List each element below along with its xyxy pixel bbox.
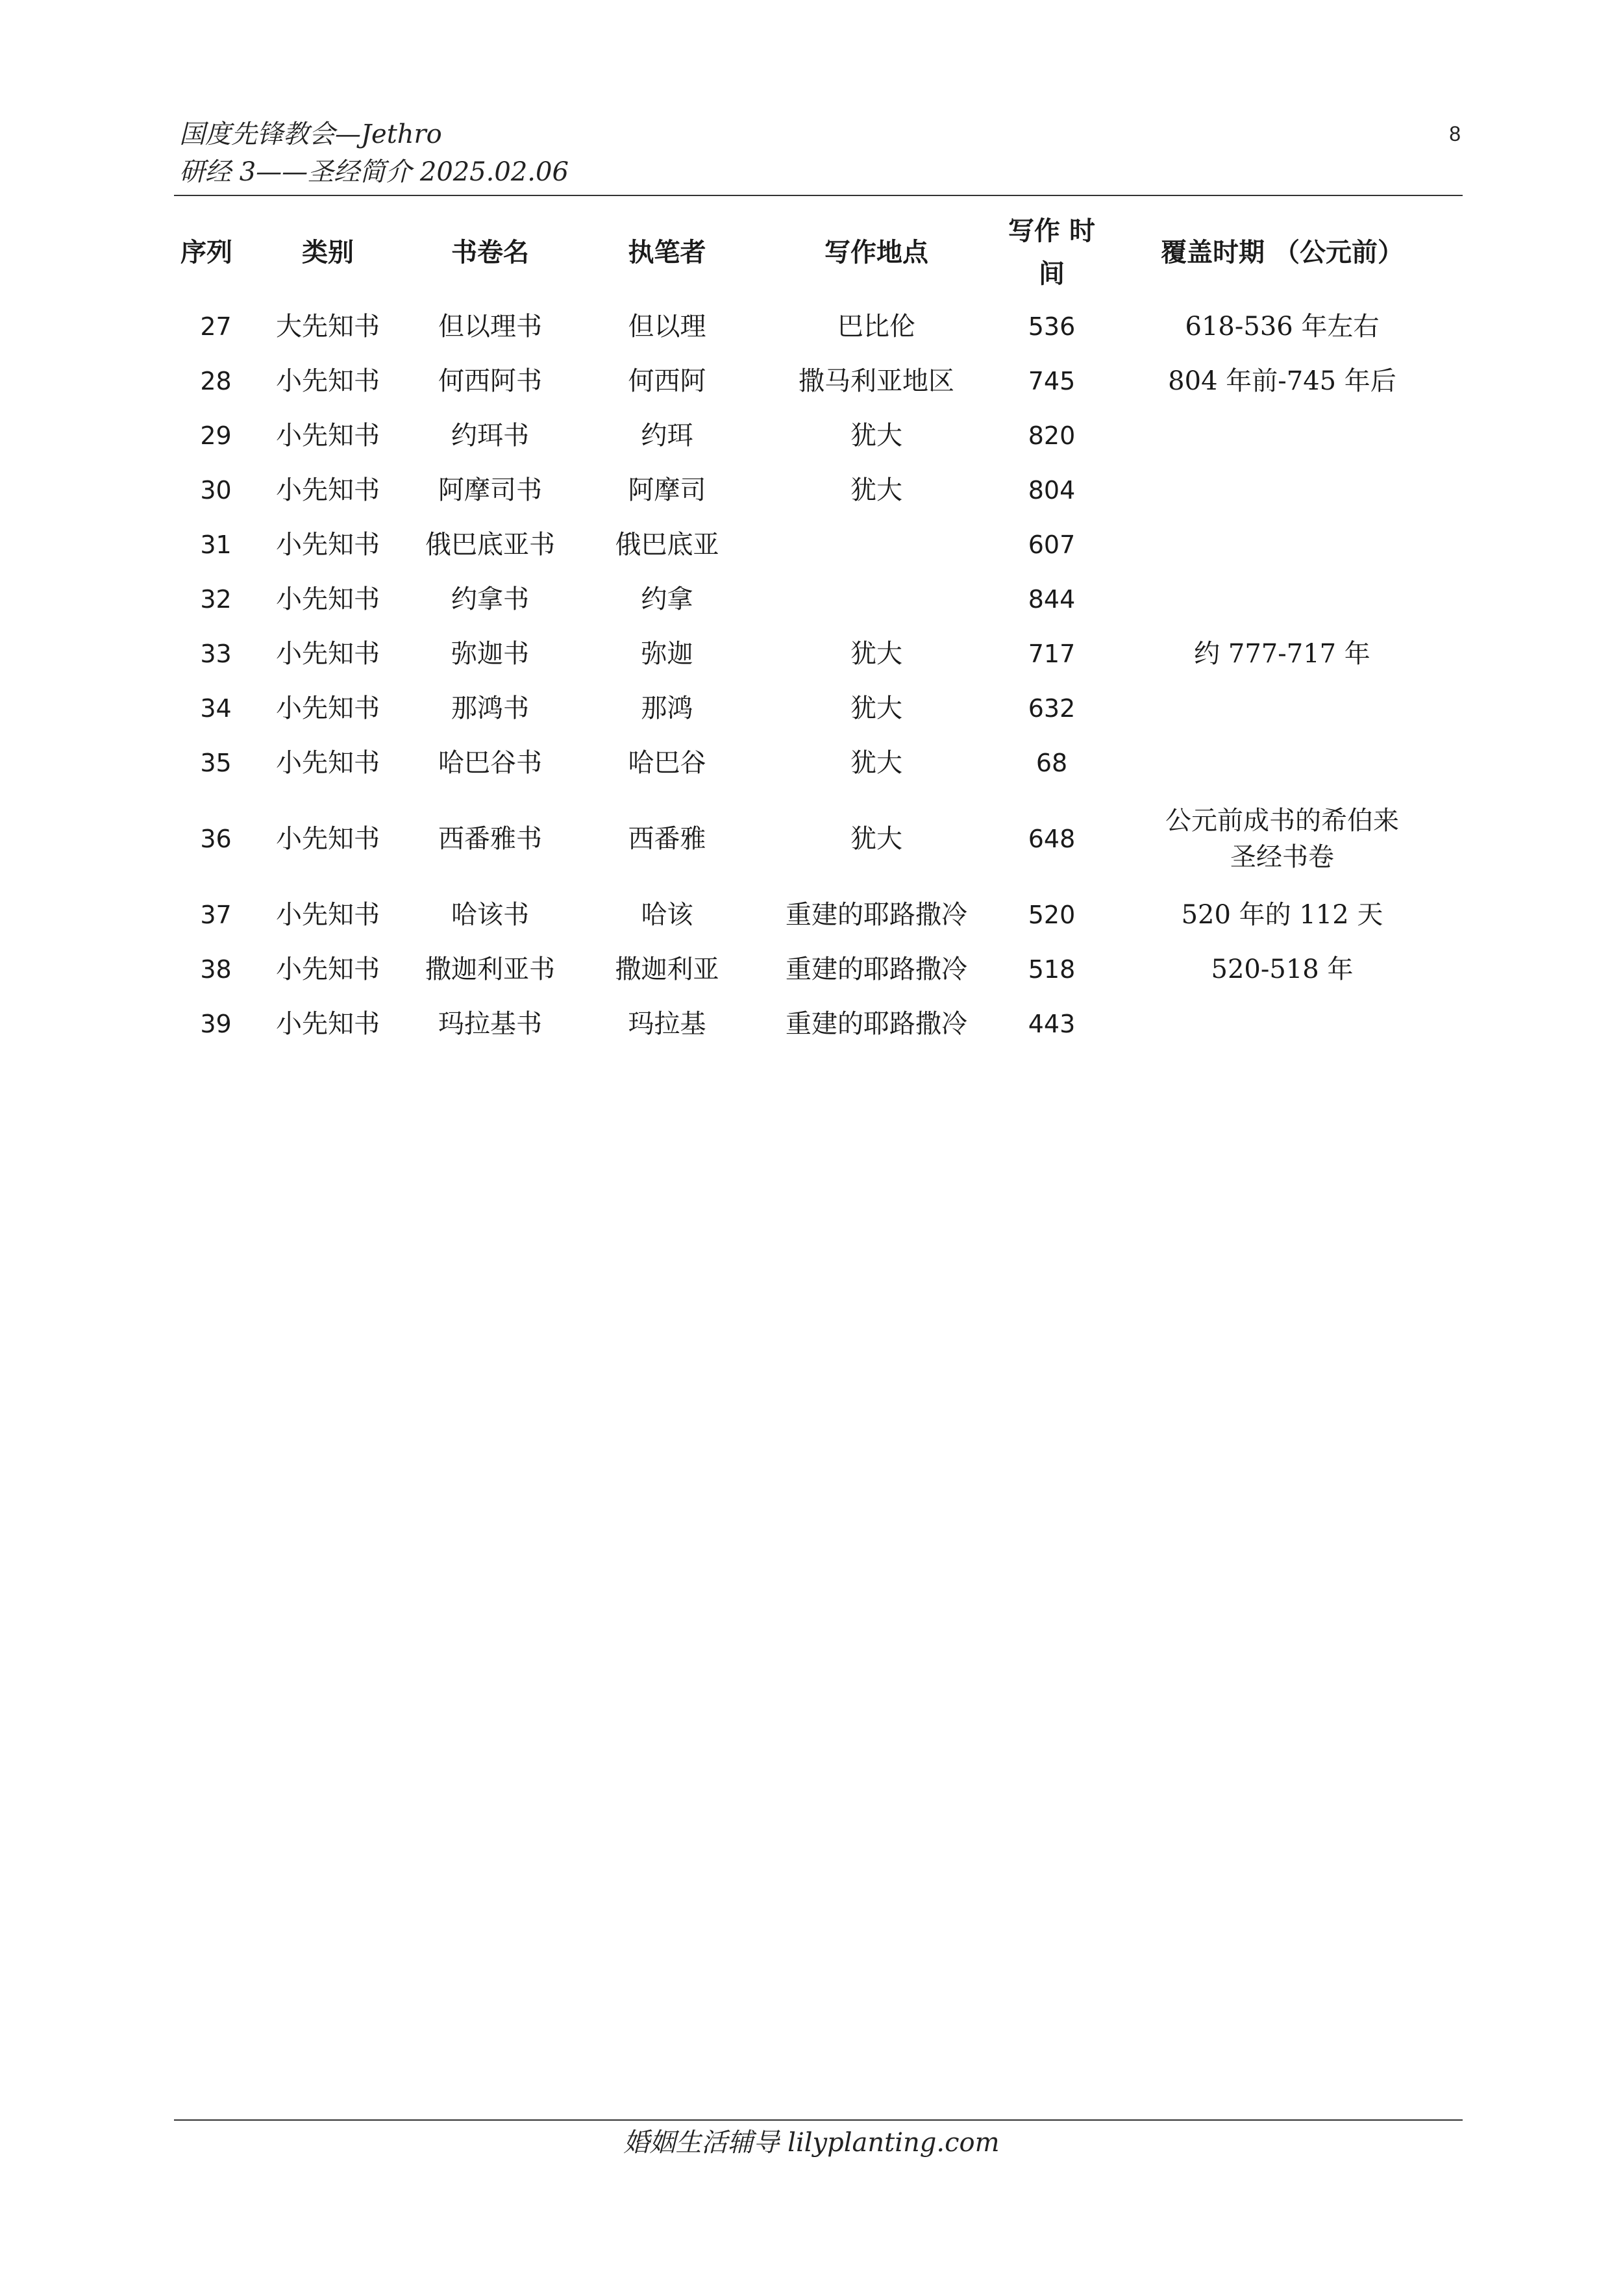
cell-place: 重建的耶路撒冷	[786, 955, 967, 984]
cell-author: 但以理	[628, 312, 706, 342]
cell-book: 撒迦利亚书	[425, 955, 555, 984]
cell-period	[1104, 997, 1461, 1051]
cell-seq: 35	[200, 749, 232, 777]
cell-category: 小先知书	[276, 693, 380, 723]
cell-time: 717	[1028, 640, 1076, 668]
cell-period	[1104, 790, 1461, 888]
cell-period: 520-518 年	[1211, 955, 1354, 984]
cell-book: 哈该书	[451, 900, 529, 930]
table-row	[175, 942, 1461, 997]
cell-place: 撒马利亚地区	[799, 366, 954, 396]
cell-period	[1104, 463, 1461, 518]
cell-seq: 38	[200, 955, 232, 984]
cell-period	[1104, 736, 1461, 790]
cell-period	[1104, 518, 1461, 572]
cell-book: 哈巴谷书	[438, 748, 542, 778]
cell-period: 520 年的 112 天	[1181, 900, 1383, 930]
table-row	[175, 736, 1461, 790]
cell-seq: 29	[200, 421, 232, 450]
cell-book: 俄巴底亚书	[425, 530, 555, 560]
header-period-line1: 覆盖时期	[1161, 237, 1265, 268]
header-place: 写作地点	[824, 237, 928, 268]
cell-book: 阿摩司书	[438, 475, 542, 505]
cell-category: 小先知书	[276, 421, 380, 451]
cell-author: 撒迦利亚	[615, 955, 719, 984]
books-table	[175, 205, 1461, 1051]
cell-book: 但以理书	[438, 312, 542, 342]
cell-time: 820	[1028, 421, 1076, 450]
table-row	[175, 518, 1461, 572]
cell-author: 哈巴谷	[628, 748, 706, 778]
cell-category: 小先知书	[276, 900, 380, 930]
cell-place: 重建的耶路撒冷	[786, 1009, 967, 1039]
cell-book: 西番雅书	[438, 824, 542, 854]
cell-author: 阿摩司	[628, 475, 706, 505]
cell-time: 68	[1035, 749, 1068, 777]
cell-place: 重建的耶路撒冷	[786, 900, 967, 930]
header-time-line2: 时间	[1039, 216, 1095, 289]
cell-place	[753, 518, 1000, 572]
cell-book: 约珥书	[451, 421, 529, 451]
table-row	[175, 463, 1461, 518]
cell-place: 犹大	[850, 475, 902, 505]
header-period	[1104, 205, 1461, 299]
table-header-row	[175, 205, 1461, 299]
table-row	[175, 354, 1461, 408]
cell-time: 844	[1028, 585, 1076, 614]
cell-period	[1104, 572, 1461, 627]
cell-author: 西番雅	[628, 824, 706, 854]
cell-period-line2: 圣经书卷	[1230, 842, 1334, 872]
cell-seq: 39	[200, 1010, 232, 1038]
table-row	[175, 888, 1461, 942]
cell-author: 那鸿	[641, 693, 693, 723]
header-book: 书卷名	[451, 237, 529, 268]
footer-divider	[174, 2119, 1463, 2121]
cell-seq: 30	[200, 476, 232, 505]
cell-category: 小先知书	[276, 366, 380, 396]
header-seq: 序列	[180, 237, 232, 268]
header-church-title: 国度先锋教会—Jethro	[179, 119, 442, 149]
cell-author: 何西阿	[628, 366, 706, 396]
cell-category: 小先知书	[276, 584, 380, 614]
cell-time: 745	[1028, 367, 1076, 395]
cell-time: 443	[1028, 1010, 1076, 1038]
cell-place: 犹大	[850, 421, 902, 451]
cell-place: 犹大	[850, 748, 902, 778]
page-header	[179, 116, 1465, 191]
cell-place	[753, 572, 1000, 627]
table-row	[175, 408, 1461, 463]
table-row	[175, 627, 1461, 681]
header-divider	[174, 195, 1463, 196]
cell-place: 犹大	[850, 639, 902, 669]
cell-time: 632	[1028, 694, 1076, 723]
cell-seq: 28	[200, 367, 232, 395]
header-period-line2: （公元前）	[1273, 237, 1404, 268]
cell-seq: 34	[200, 694, 232, 723]
cell-place: 犹大	[850, 693, 902, 723]
page-footer: 婚姻生活辅导 lilyplanting.com	[623, 2128, 1000, 2158]
header-time	[1000, 205, 1104, 299]
cell-place: 犹大	[850, 824, 902, 854]
table-row	[175, 299, 1461, 354]
cell-author: 约拿	[641, 584, 693, 614]
page-number: 8	[1449, 122, 1461, 145]
table-row	[175, 681, 1461, 736]
header-study-title: 研经 3——圣经简介 2025.02.06	[179, 157, 569, 187]
cell-book: 那鸿书	[451, 693, 529, 723]
cell-category: 小先知书	[276, 1009, 380, 1039]
cell-book: 玛拉基书	[438, 1009, 542, 1039]
cell-period: 618-536 年左右	[1185, 312, 1380, 342]
cell-seq: 37	[200, 901, 232, 929]
cell-book: 弥迦书	[451, 639, 529, 669]
cell-period: 约 777-717 年	[1194, 639, 1370, 669]
cell-time: 804	[1028, 476, 1076, 505]
header-category: 类别	[302, 237, 354, 268]
cell-category: 小先知书	[276, 824, 380, 854]
cell-author: 哈该	[641, 900, 693, 930]
cell-seq: 32	[200, 585, 232, 614]
table-row	[175, 997, 1461, 1051]
cell-time: 518	[1028, 955, 1076, 984]
cell-category: 小先知书	[276, 475, 380, 505]
cell-seq: 33	[200, 640, 232, 668]
cell-period-line1: 公元前成书的希伯来	[1165, 806, 1399, 836]
cell-author: 俄巴底亚	[615, 530, 719, 560]
cell-period	[1104, 681, 1461, 736]
cell-category: 小先知书	[276, 639, 380, 669]
table-row	[175, 572, 1461, 627]
cell-time: 536	[1028, 312, 1076, 341]
cell-seq: 31	[200, 530, 232, 559]
header-author: 执笔者	[628, 237, 706, 268]
cell-time: 648	[1028, 825, 1076, 853]
cell-author: 弥迦	[641, 639, 693, 669]
cell-category: 小先知书	[276, 530, 380, 560]
cell-place: 巴比伦	[837, 312, 915, 342]
cell-category: 大先知书	[276, 312, 380, 342]
cell-seq: 27	[200, 312, 232, 341]
cell-book: 约拿书	[451, 584, 529, 614]
cell-book: 何西阿书	[438, 366, 542, 396]
cell-time: 607	[1028, 530, 1076, 559]
cell-seq: 36	[200, 825, 232, 853]
cell-author: 玛拉基	[628, 1009, 706, 1039]
header-time-line1: 写作	[1008, 216, 1061, 246]
cell-category: 小先知书	[276, 955, 380, 984]
table-row	[175, 790, 1461, 888]
cell-category: 小先知书	[276, 748, 380, 778]
cell-time: 520	[1028, 901, 1076, 929]
cell-period: 804 年前-745 年后	[1168, 366, 1396, 396]
cell-period	[1104, 408, 1461, 463]
cell-author: 约珥	[641, 421, 693, 451]
